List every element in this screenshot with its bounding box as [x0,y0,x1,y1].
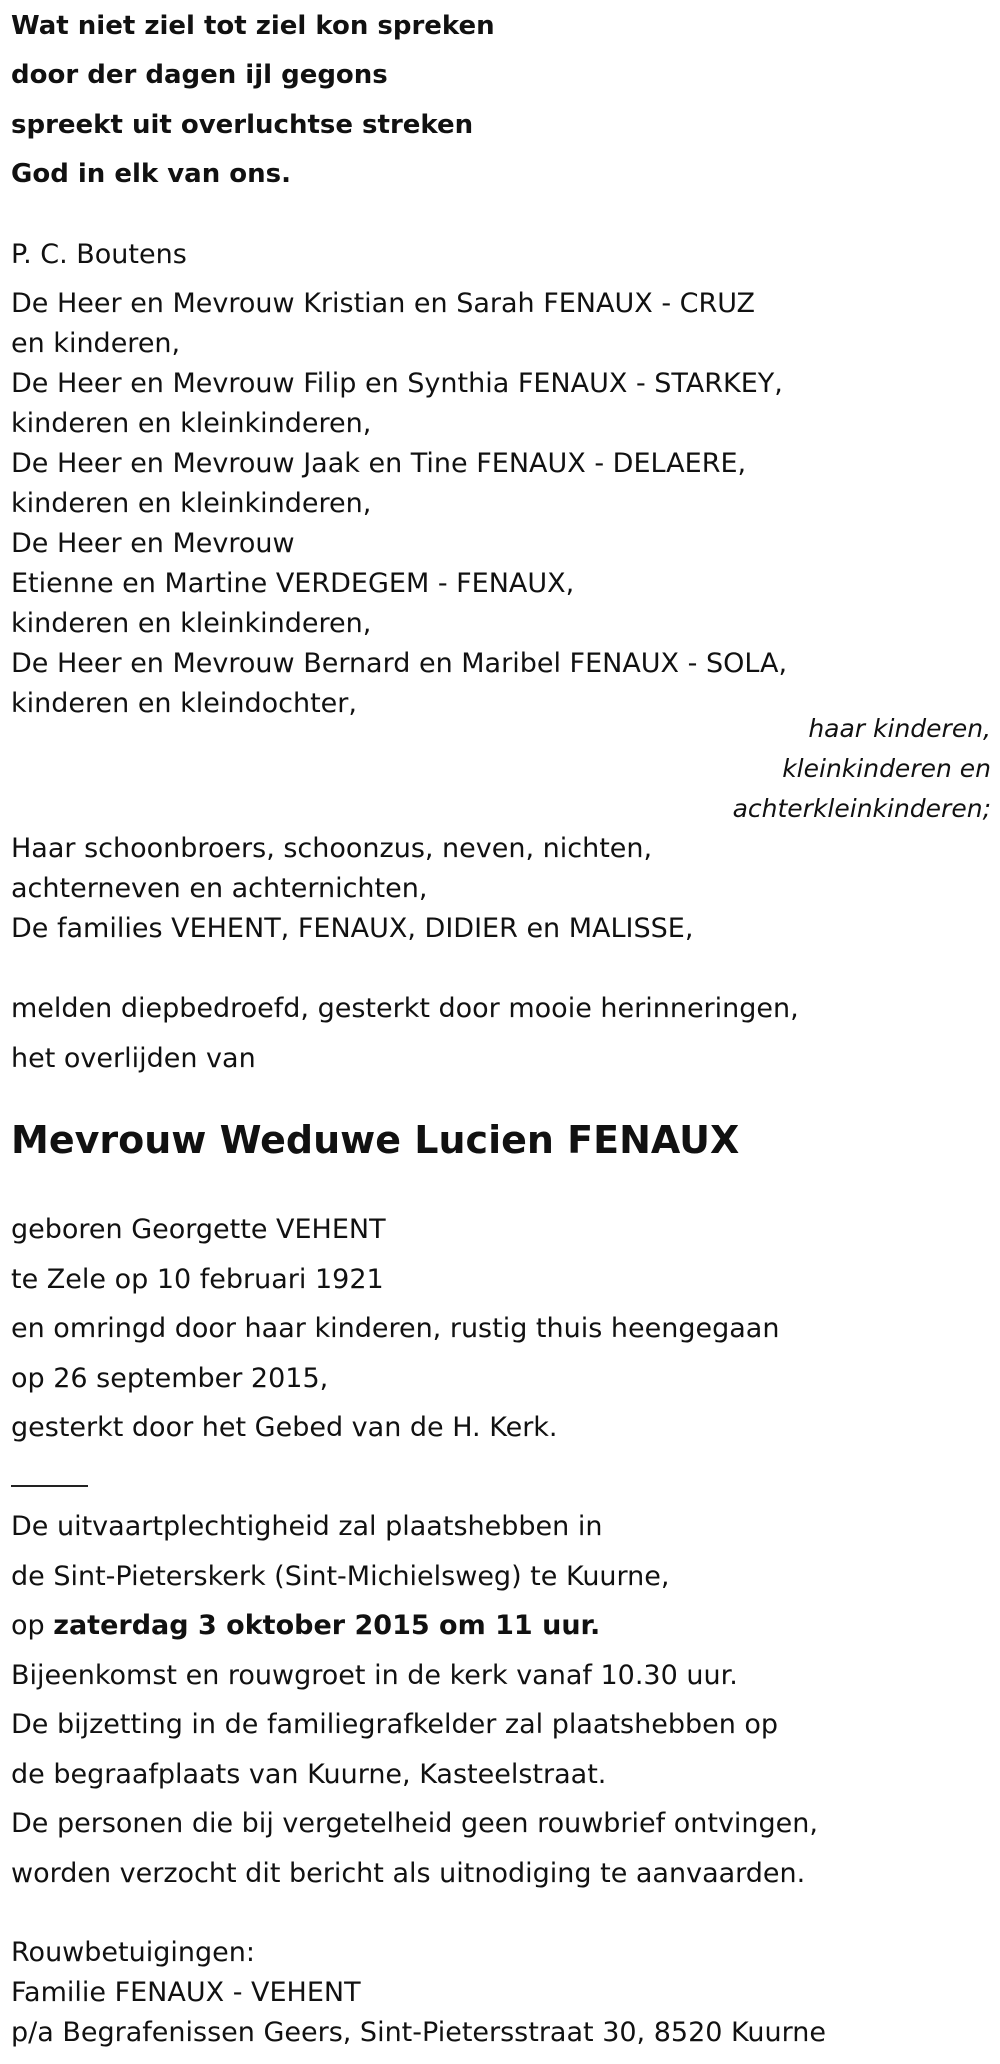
family-line: Etienne en Martine VERDEGEM - FENAUX, [11,568,575,599]
poem-author: P. C. Boutens [11,239,187,270]
funeral-line: De uitvaartplechtigheid zal plaatshebben in [11,1511,603,1542]
funeral-line: De bijzetting in de familiegrafkelder zal plaatshebben op [11,1709,779,1740]
deceased-detail-line: en omringd door haar kinderen, rustig thuis heengegaan [11,1313,780,1344]
family-summary-line: haar kinderen, [808,714,991,743]
family-line: en kinderen, [11,328,181,359]
announcement-line: het overlijden van [11,1043,256,1074]
relatives-line: De families VEHENT, FENAUX, DIDIER en MALISSE, [11,913,694,944]
family-line: De Heer en Mevrouw Bernard en Maribel FENAUX - SOLA, [11,648,788,679]
condolences-line: Familie FENAUX - VEHENT [11,1977,361,2008]
family-line: De Heer en Mevrouw Jaak en Tine FENAUX - DELAERE, [11,448,747,479]
condolences-address: p/a Begrafenissen Geers, Sint-Pietersstraat 30, 8520 Kuurne [11,2017,826,2048]
family-line: kinderen en kleinkinderen, [11,608,372,639]
relatives-line: Haar schoonbroers, schoonzus, neven, nichten, [11,833,653,864]
funeral-line: de Sint-Pieterskerk (Sint-Michielsweg) te Kuurne, [11,1561,670,1592]
poem-line: God in elk van ons. [11,159,292,189]
family-line: kinderen en kleinkinderen, [11,488,372,519]
family-line: De Heer en Mevrouw Filip en Synthia FENAUX - STARKEY, [11,368,783,399]
family-line: kinderen en kleinkinderen, [11,408,372,439]
poem-line: spreekt uit overluchtse streken [11,110,474,140]
funeral-line: Bijeenkomst en rouwgroet in de kerk vanaf 10.30 uur. [11,1660,738,1691]
condolences-heading: Rouwbetuigingen: [11,1937,255,1968]
funeral-date-line [11,1609,600,1643]
poem-line: Wat niet ziel tot ziel kon spreken [11,11,495,41]
funeral-line: worden verzocht dit bericht als uitnodiging te aanvaarden. [11,1858,806,1889]
family-line: kinderen en kleindochter, [11,688,357,719]
funeral-line: de begraafplaats van Kuurne, Kasteelstraat. [11,1759,607,1790]
funeral-date-prefix: op [11,1610,54,1641]
funeral-date: zaterdag 3 oktober 2015 om 11 uur. [53,1610,601,1641]
deceased-detail-line: geboren Georgette VEHENT [11,1214,386,1245]
relatives-line: achterneven en achternichten, [11,873,428,904]
deceased-name: Mevrouw Weduwe Lucien FENAUX [11,1118,740,1162]
section-divider [11,1485,88,1487]
poem-line: door der dagen ijl gegons [11,60,388,90]
deceased-detail-line: te Zele op 10 februari 1921 [11,1264,384,1295]
announcement-line: melden diepbedroefd, gesterkt door mooie herinneringen, [11,993,799,1024]
family-summary-line: achterkleinkinderen; [732,794,991,823]
deceased-detail-line: gesterkt door het Gebed van de H. Kerk. [11,1412,558,1443]
family-line: De Heer en Mevrouw Kristian en Sarah FENAUX - CRUZ [11,288,756,319]
deceased-detail-line: op 26 september 2015, [11,1363,329,1394]
funeral-line: De personen die bij vergetelheid geen rouwbrief ontvingen, [11,1808,818,1839]
family-line: De Heer en Mevrouw [11,528,295,559]
family-summary-line: kleinkinderen en [782,754,991,783]
